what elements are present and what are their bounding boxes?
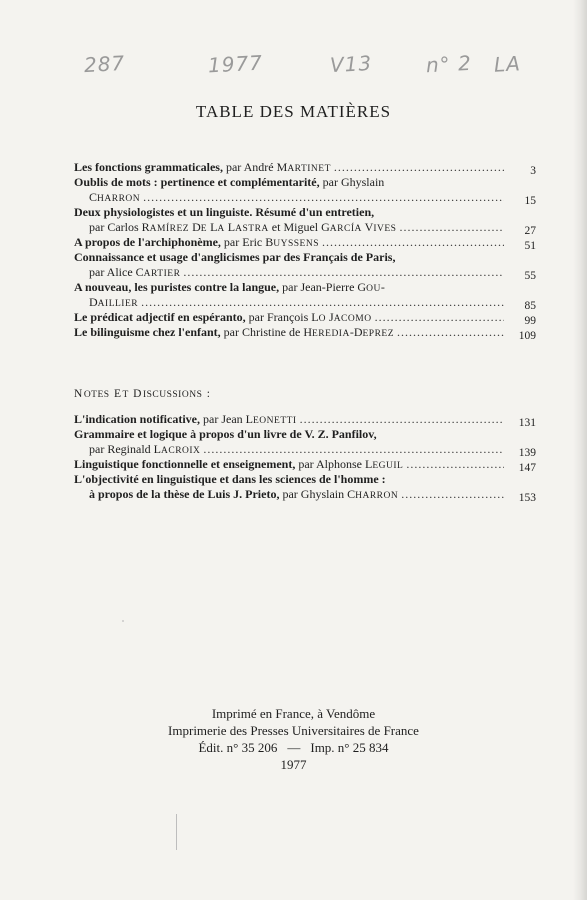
entry-title-line	[74, 250, 536, 265]
entry-continuation-line	[74, 442, 536, 457]
entry-continuation-line	[74, 295, 536, 310]
edition-number: Édit. n° 35 206	[198, 740, 278, 755]
entry-text: L'objectivité en linguistique et dans les sciences de l'homme :	[74, 472, 386, 486]
page-number: 15	[524, 195, 536, 207]
imprint-block	[0, 705, 587, 773]
notes-entry-3	[74, 457, 536, 472]
page-number: 3	[530, 165, 536, 177]
dot-leader	[143, 190, 504, 205]
entry-text: par Carlos RAMÍREZ DE LA LASTRA et Miguel GARCÍA VIVES	[89, 220, 397, 234]
entry-continuation-line	[74, 190, 536, 205]
entry-title-line	[74, 457, 536, 472]
entry-text: DAILLIER	[89, 295, 139, 309]
entry-continuation-line	[74, 265, 536, 280]
entry-title-line	[74, 160, 536, 175]
dot-leader	[399, 220, 504, 235]
entry-text: Le prédicat adjectif en espéranto, par François LO JACOMO	[74, 310, 372, 324]
page-number: 131	[518, 417, 536, 429]
entry-text: Le bilinguisme chez l'enfant, par Christine de HEREDIA-DEPREZ	[74, 325, 395, 339]
imprint-year: 1977	[280, 757, 307, 772]
entry-text: Linguistique fonctionnelle et enseignement, par Alphonse LEGUIL	[74, 457, 404, 471]
entry-title-line	[74, 280, 536, 295]
toc-entry-3	[74, 205, 536, 235]
entry-title-line	[74, 205, 536, 220]
notes-heading: NOTES ET DISCUSSIONS :	[74, 388, 212, 400]
handwritten-note-4: n° 2	[425, 50, 473, 78]
dot-leader	[406, 457, 504, 472]
entry-text: Les fonctions grammaticales, par André MARTINET	[74, 160, 331, 174]
entry-text: CHARRON	[89, 190, 141, 204]
imprint-line-2: Imprimerie des Presses Universitaires de France	[168, 723, 419, 738]
imprint-line-1: Imprimé en France, à Vendôme	[211, 706, 376, 721]
page-number: 51	[524, 240, 536, 252]
entry-title-line	[74, 412, 536, 427]
dot-leader	[322, 235, 504, 250]
page-number: 109	[518, 330, 536, 342]
handwritten-note-1: 287	[83, 50, 126, 78]
table-of-contents	[74, 160, 536, 340]
entry-continuation-line	[74, 220, 536, 235]
entry-title-line	[74, 325, 536, 340]
entry-text: A nouveau, les puristes contre la langue, par Jean-Pierre GOU-	[74, 280, 385, 294]
toc-entry-5	[74, 250, 536, 280]
dot-leader	[401, 487, 504, 502]
dot-leader	[300, 412, 504, 427]
handwritten-note-3: V13	[329, 50, 373, 78]
dot-leader	[183, 265, 504, 280]
dot-leader	[334, 160, 504, 175]
entry-text: Grammaire et logique à propos d'un livre de V. Z. Panfilov,	[74, 427, 377, 441]
entry-title-line	[74, 427, 536, 442]
handwritten-note-2: 1977	[207, 50, 264, 78]
toc-entry-6	[74, 280, 536, 310]
page-number: 153	[518, 492, 536, 504]
toc-entry-7	[74, 310, 536, 325]
page-number: 85	[524, 300, 536, 312]
entry-continuation-line	[74, 487, 536, 502]
dot-leader	[141, 295, 504, 310]
entry-title-line	[74, 235, 536, 250]
pencil-mark	[176, 814, 177, 850]
entry-text: L'indication notificative, par Jean LEONETTI	[74, 412, 297, 426]
entry-title-line	[74, 175, 536, 190]
dot-leader	[397, 325, 504, 340]
imprint-edition-row	[0, 739, 587, 756]
dot-leader	[203, 442, 504, 457]
page-number: 27	[524, 225, 536, 237]
notes-entry-2	[74, 427, 536, 457]
page-number: 55	[524, 270, 536, 282]
paper-speck	[122, 620, 124, 622]
entry-title-line	[74, 472, 536, 487]
impression-number: Imp. n° 25 834	[310, 740, 389, 755]
toc-entry-1	[74, 160, 536, 175]
entry-text: A propos de l'archiphonème, par Eric BUYSSENS	[74, 235, 319, 249]
entry-text: Connaissance et usage d'anglicismes par des Français de Paris,	[74, 250, 396, 264]
page-number: 99	[524, 315, 536, 327]
notes-entry-4	[74, 472, 536, 502]
dot-leader	[375, 310, 504, 325]
notes-entry-1	[74, 412, 536, 427]
toc-entry-4	[74, 235, 536, 250]
imprint-dash: —	[287, 740, 301, 755]
entry-text: par Reginald LACROIX	[89, 442, 201, 456]
entry-text: Oublis de mots : pertinence et complémentarité, par Ghyslain	[74, 175, 385, 189]
page-number: 139	[518, 447, 536, 459]
entry-text: Deux physiologistes et un linguiste. Résumé d'un entretien,	[74, 205, 375, 219]
page-title: TABLE DES MATIÈRES	[195, 102, 392, 121]
toc-entry-8	[74, 325, 536, 340]
entry-text: à propos de la thèse de Luis J. Prieto, par Ghyslain CHARRON	[89, 487, 399, 501]
page-number: 147	[518, 462, 536, 474]
entry-title-line	[74, 310, 536, 325]
entry-text: par Alice CARTIER	[89, 265, 181, 279]
toc-entry-2	[74, 175, 536, 205]
notes-contents	[74, 412, 536, 502]
handwritten-note-5: LA	[493, 51, 522, 77]
